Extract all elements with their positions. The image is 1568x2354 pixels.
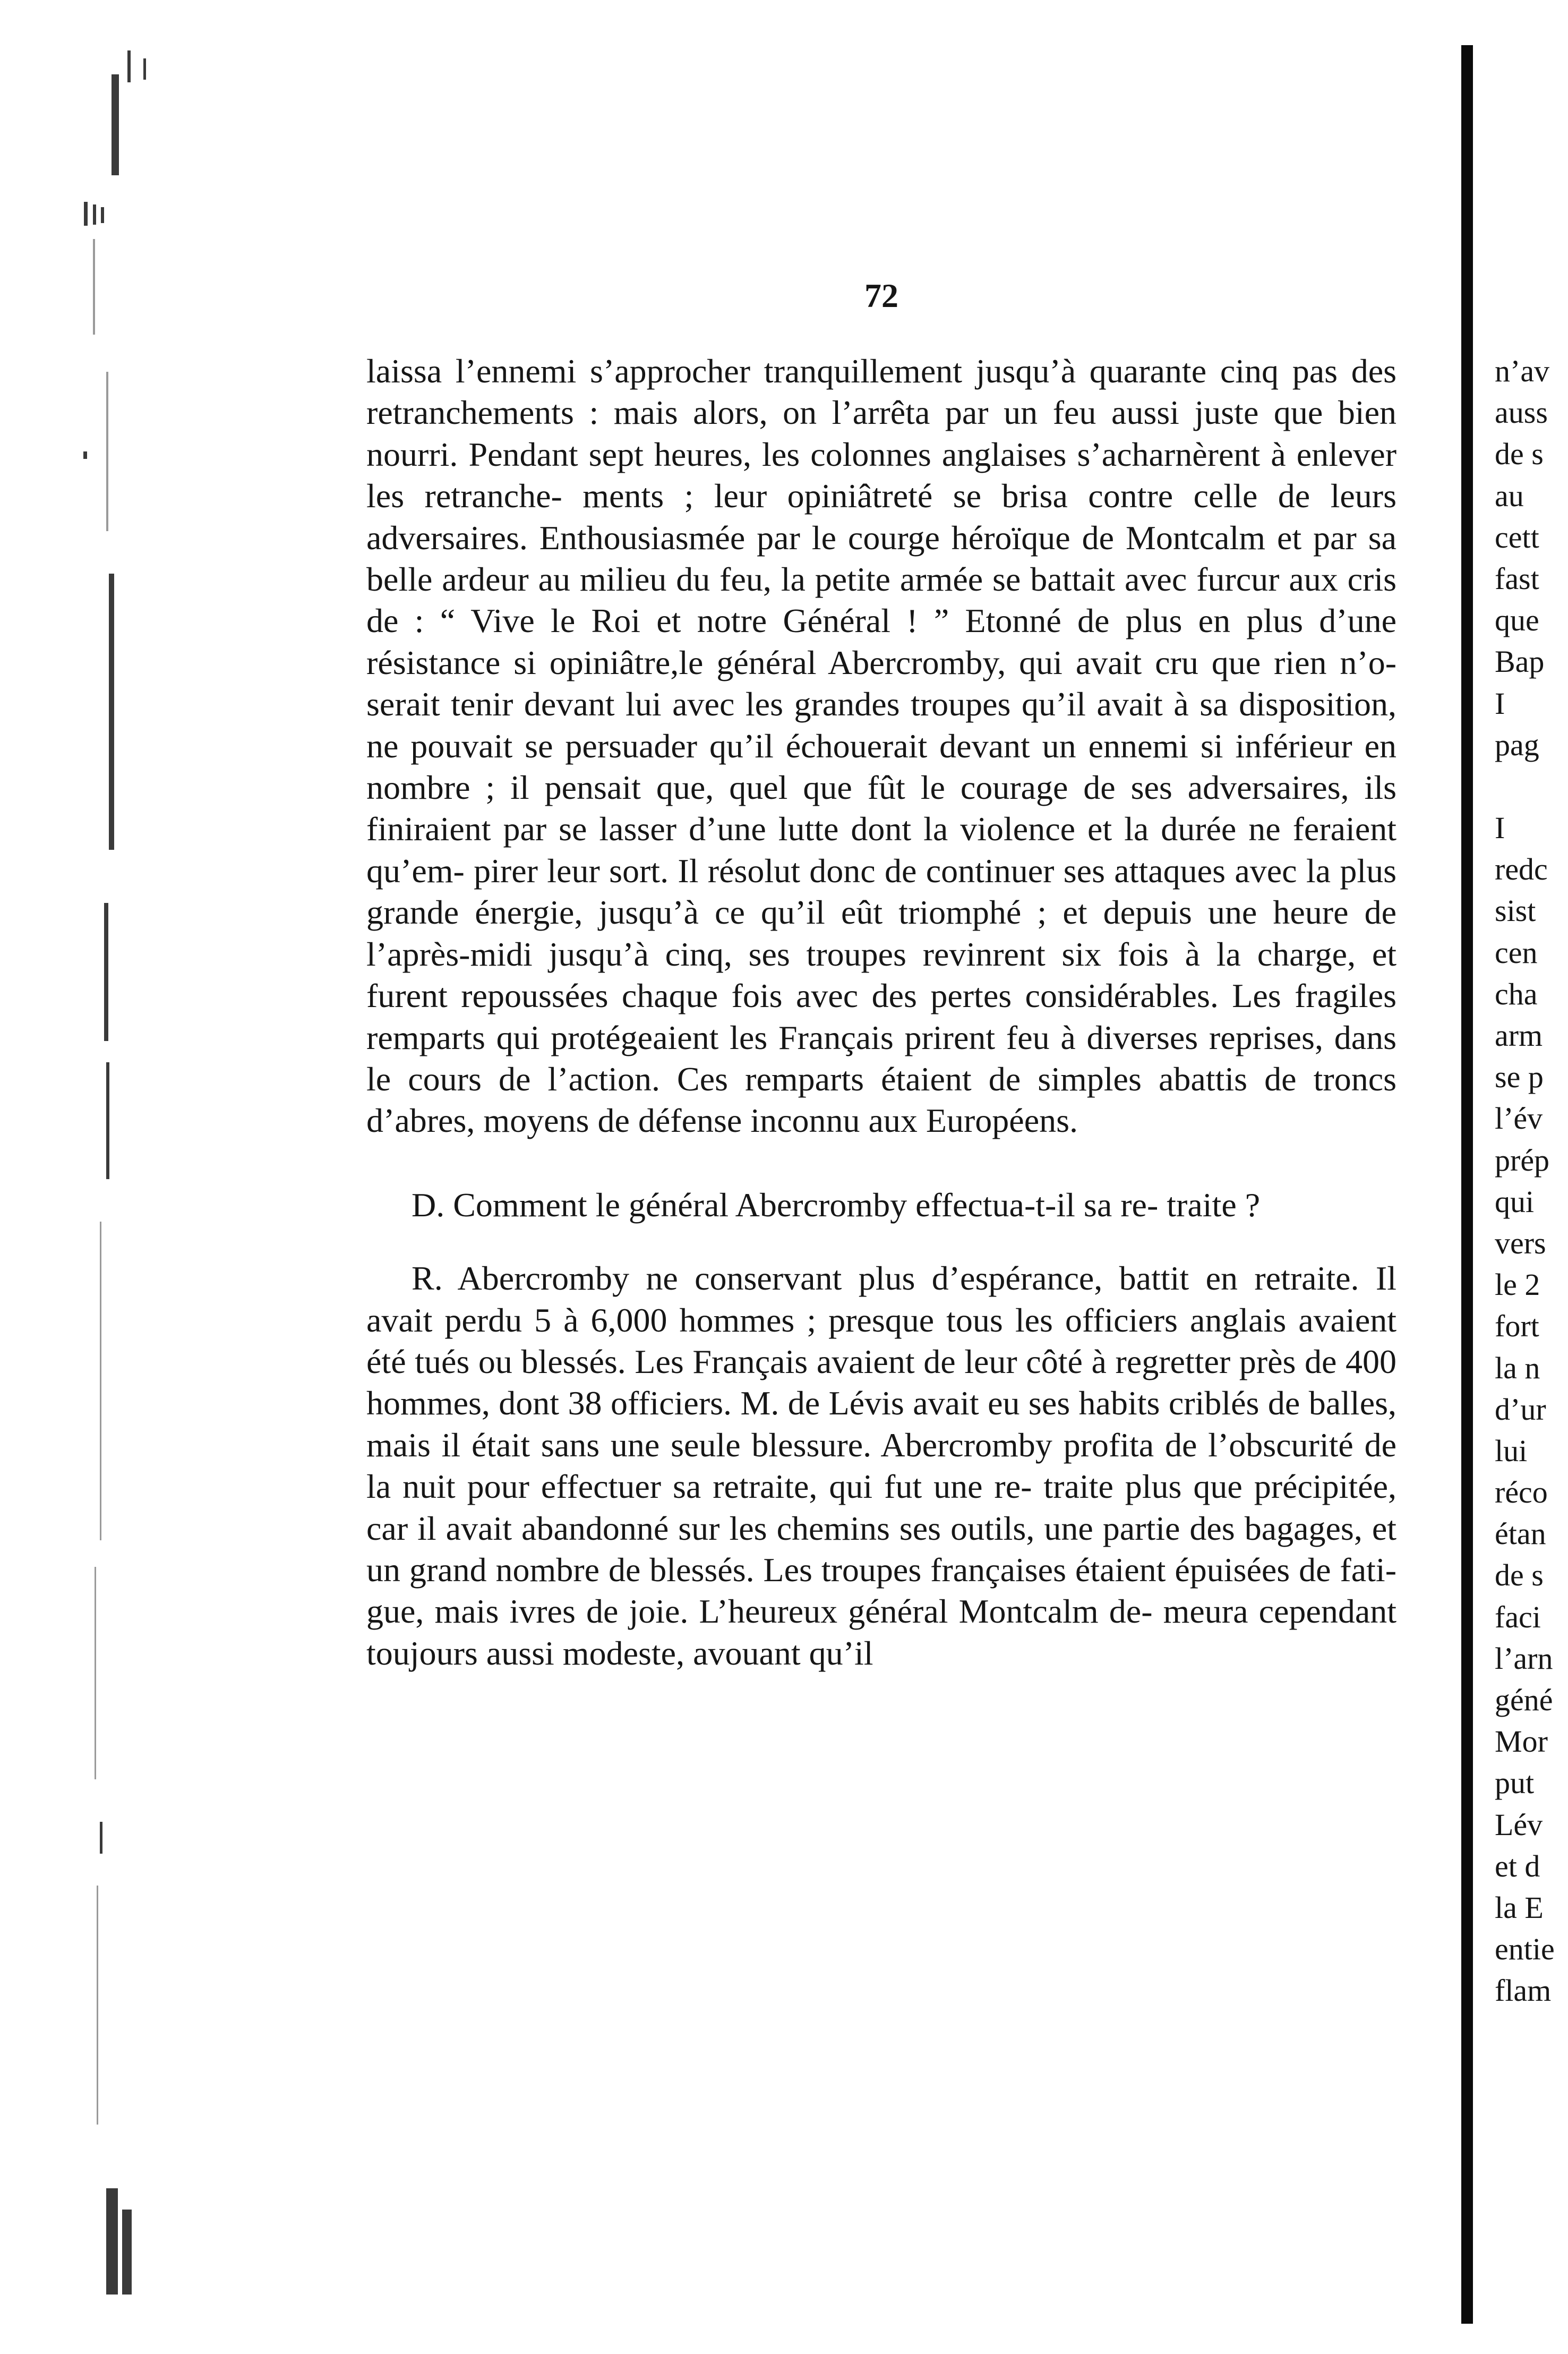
fragment-line: l’arn bbox=[1495, 1641, 1553, 1676]
fragment-line: au bbox=[1495, 478, 1524, 513]
adjacent-page-fragment bbox=[1495, 351, 1568, 2012]
body-paragraph: laissa l’ennemi s’approcher tranquillement jusqu’à quarante cinq pas des retranchements : mais alors, on l’arrêta par un feu aussi juste que bien nourri. Pendant sept heures, les colonnes anglaises s’acharnèrent à enlever les retranche- ments ; leur opiniâtreté se brisa contre celle de leurs adversaires. Enthousiasmée par le courge héroïque de Montcalm et par sa belle ardeur au milieu du feu, la petite armée se battait avec furcur aux cris de : “ Vive le Roi et notre Général ! ” Etonné de plus en plus d’une résistance si opiniâtre,le général Abercromby, qui avait cru que rien n’o- serait tenir devant lui avec les grandes troupes qu’il avait à sa disposition, ne pouvait se persuader qu’il échouerait devant un ennemi si inférieur en nombre ; il pensait que, quel que fût le courage de ses adversaires, ils finiraient par se lasser d’une lutte dont la violence et la durée ne feraient qu’em- pirer leur sort. Il résolut donc de continuer ses attaques avec la plus grande énergie, jusqu’à ce qu’il eût triomphé ; et depuis une heure de l’après-midi jusqu’à cinq, ses troupes revinrent six fois à la charge, et furent repoussées chaque fois avec des pertes considérables. Les fragiles remparts qui protégeaient les Français prirent feu à diverses reprises, dans le cours de l’action. Ces remparts étaient de simples abattis de troncs d’abres, moyens de défense inconnu aux Européens. bbox=[366, 352, 1397, 1140]
fragment-line: cen bbox=[1495, 935, 1538, 970]
fragment-line: fort bbox=[1495, 1309, 1539, 1344]
fragment-line: se p bbox=[1495, 1060, 1544, 1095]
book-gutter-shadow bbox=[1461, 45, 1473, 2324]
fragment-line: Mor bbox=[1495, 1724, 1548, 1759]
fragment-line: I bbox=[1495, 811, 1505, 846]
fragment-line: de s bbox=[1495, 437, 1544, 472]
fragment-line: flam bbox=[1495, 1973, 1552, 2008]
fragment-line: cha bbox=[1495, 976, 1538, 1011]
fragment-line: l’év bbox=[1495, 1101, 1543, 1136]
fragment-line: lui bbox=[1495, 1433, 1528, 1468]
fragment-line: pag bbox=[1495, 727, 1539, 762]
fragment-line: sist bbox=[1495, 893, 1536, 928]
fragment-line: redc bbox=[1495, 852, 1548, 887]
fragment-line: fast bbox=[1495, 561, 1539, 596]
fragment-line: qui bbox=[1495, 1184, 1535, 1219]
fragment-line: prép bbox=[1495, 1142, 1550, 1178]
page-number: 72 bbox=[864, 277, 898, 314]
fragment-line: géné bbox=[1495, 1683, 1553, 1717]
fragment-line: faci bbox=[1495, 1599, 1541, 1634]
answer-paragraph: R. Abercromby ne conservant plus d’espérance, battit en retraite. Il avait perdu 5 à 6,000 hommes ; presque tous les officiers anglais avaient été tués ou blessés. Les Français avaient de leur côté à regretter près de 400 hommes, dont 38 officiers. M. de Lévis avait eu ses habits criblés de balles, mais il était sans une seule blessure. Abercromby profita de l’obscurité de la nuit pour effectuer sa retraite, qui fut une re- traite plus que précipitée, car il avait abandonné sur les chemins ses outils, une partie des bagages, et un grand nombre de blessés. Les troupes françaises étaient épuisées de fati- gue, mais ivres de joie. L’heureux général Montcalm de- meura cependant toujours aussi modeste, avouant qu’il bbox=[366, 1259, 1397, 1672]
page-body bbox=[366, 351, 1396, 1674]
fragment-line: I bbox=[1495, 686, 1505, 721]
fragment-line: étan bbox=[1495, 1516, 1546, 1551]
fragment-line: réco bbox=[1495, 1475, 1548, 1510]
fragment-line: cett bbox=[1495, 519, 1539, 555]
fragment-line bbox=[1495, 766, 1568, 807]
fragment-line: la E bbox=[1495, 1890, 1544, 1925]
fragment-line: arm bbox=[1495, 1018, 1543, 1053]
fragment-line: n’av bbox=[1495, 354, 1550, 388]
fragment-line: la n bbox=[1495, 1350, 1540, 1385]
fragment-line: de s bbox=[1495, 1558, 1544, 1593]
fragment-line: et d bbox=[1495, 1848, 1540, 1883]
fragment-line: que bbox=[1495, 603, 1539, 638]
fragment-line: Lév bbox=[1495, 1807, 1543, 1842]
fragment-line: vers bbox=[1495, 1225, 1546, 1260]
fragment-line: auss bbox=[1495, 395, 1548, 430]
fragment-line: put bbox=[1495, 1766, 1535, 1801]
question-paragraph: D. Comment le général Abercromby effectua-t-il sa re- traite ? bbox=[412, 1185, 1261, 1224]
fragment-line: le 2 bbox=[1495, 1267, 1540, 1302]
scan-margin-artifacts bbox=[0, 0, 175, 2351]
fragment-line: Bap bbox=[1495, 644, 1545, 679]
fragment-line: d’ur bbox=[1495, 1392, 1546, 1427]
fragment-line: entie bbox=[1495, 1932, 1555, 1967]
